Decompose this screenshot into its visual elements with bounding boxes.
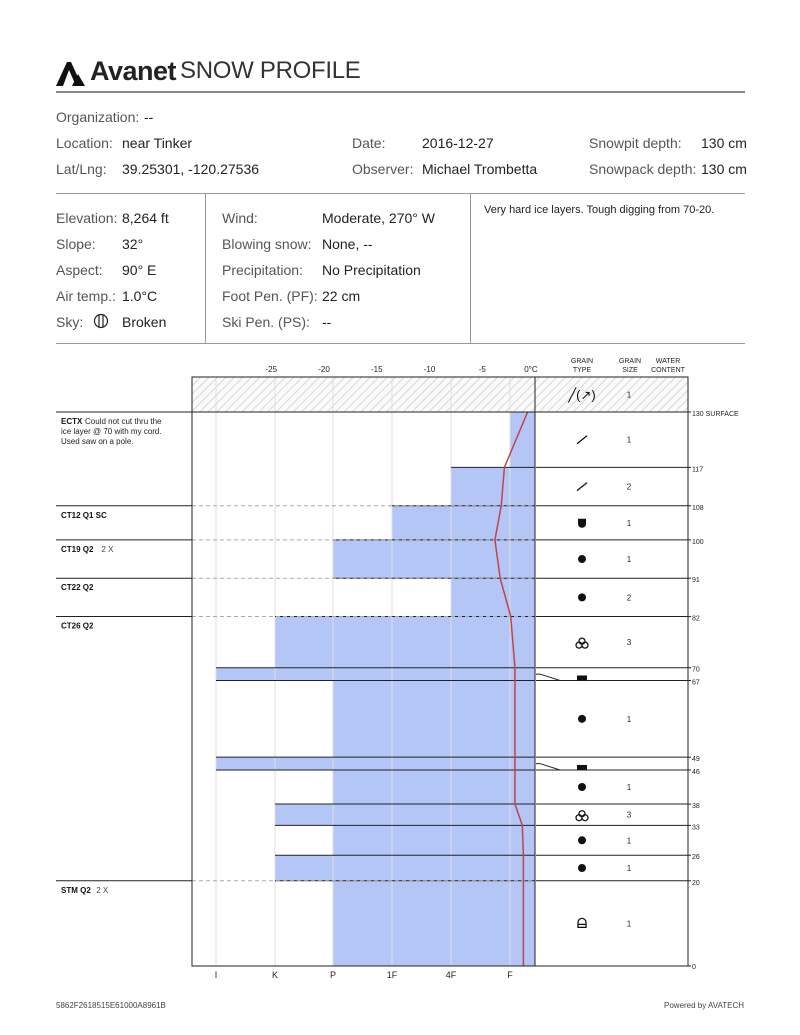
hardness-tick-label: K: [271, 970, 279, 980]
depth-label: 49: [692, 756, 700, 764]
hardness-bar: [510, 412, 535, 467]
avanet-logo-icon: [56, 60, 86, 86]
ice-formation-icon: [577, 675, 587, 680]
latlng-value: 39.25301, -120.27536: [122, 161, 260, 177]
test-note: 2 X: [101, 544, 114, 554]
hardness-bar: [275, 804, 535, 825]
profile-id: 5862F2618515E61000A8961B: [56, 1001, 166, 1010]
snowpit-depth-label: Snowpit depth:: [589, 135, 682, 151]
header-rule: [56, 91, 745, 93]
slope-label: Slope:: [56, 236, 96, 252]
depth-label: 82: [692, 615, 700, 623]
foot-pen-label: Foot Pen. (PF):: [222, 288, 318, 304]
hardness-tick-label: F: [507, 970, 513, 980]
depth-label: 46: [692, 768, 700, 776]
snowpit-depth-value: 130 cm: [701, 135, 747, 151]
precipitation-particles-icon: [577, 436, 587, 444]
hardness-bar: [333, 540, 535, 578]
ice-layer-connector: [536, 764, 688, 770]
observer-value: Michael Trombetta: [422, 161, 538, 177]
grain-size-label: 1: [626, 836, 632, 846]
depth-label: 38: [692, 803, 700, 811]
melt-forms-icon: [576, 638, 588, 648]
surface-hatch: [192, 377, 688, 412]
test-code: CT26 Q2: [61, 621, 94, 631]
depth-label: 26: [692, 854, 700, 862]
hardness-tick-label: 4F: [445, 970, 457, 980]
hardness-bar: [392, 506, 535, 540]
hardness-bar: [216, 668, 535, 681]
profile-notes: Very hard ice layers. Tough digging from 70-20.: [484, 204, 715, 216]
hardness-bar: [216, 757, 535, 770]
depth-label: 67: [692, 679, 700, 687]
info-divider: [56, 193, 745, 194]
depth-hoar-icon: [578, 918, 586, 927]
grain-size-label: 2: [626, 482, 632, 492]
grain-size-label: 2: [626, 593, 632, 603]
test-code: CT12 Q1 SC: [61, 510, 107, 520]
conditions-divider-right: [470, 194, 471, 343]
grain-size-label: 3: [626, 810, 632, 820]
ice-formation-icon: [577, 765, 587, 770]
elevation-label: Elevation:: [56, 210, 118, 226]
depth-label: 0: [692, 964, 696, 971]
test-note: Could not cut thru the: [85, 417, 162, 426]
grain-size-label: 1: [626, 518, 632, 528]
test-code: CT22 Q2: [61, 583, 94, 593]
powered-by: Powered by AVATECH: [664, 1001, 745, 1010]
temp-tick-label: -10: [423, 365, 436, 374]
depth-label: 20: [692, 879, 700, 887]
rounded-grains-icon: [578, 555, 586, 563]
wind-value: Moderate, 270° W: [322, 210, 435, 226]
hardness-tick-label: P: [329, 970, 337, 980]
blowing-snow-value: None, --: [322, 236, 373, 252]
column-header: CONTENT: [651, 367, 685, 374]
depth-label: 130 SURFACE: [692, 411, 739, 418]
grain-size-label: 1: [626, 555, 632, 565]
snow-profile-chart: [0, 344, 800, 994]
wind-label: Wind:: [222, 210, 258, 226]
conditions-divider-left: [205, 194, 206, 343]
rounded-grains-icon: [578, 864, 586, 872]
surface-grain-symbol: ╱(↗): [568, 387, 596, 403]
ski-pen-label: Ski Pen. (PS):: [222, 314, 310, 330]
faceted-rounded-icon: [578, 519, 586, 528]
airtemp-value: 1.0°C: [122, 288, 158, 304]
grain-size-label: 3: [626, 638, 632, 648]
test-note: ice layer @ 70 with my cord.: [61, 427, 162, 436]
snowpack-depth-label: Snowpack depth:: [589, 161, 697, 177]
grain-size-label: 1: [626, 919, 632, 929]
grain-size-label: 1: [626, 863, 632, 873]
temp-tick-label: -5: [478, 365, 486, 374]
temp-tick-label: -20: [318, 365, 330, 374]
hardness-bar: [451, 467, 535, 505]
hardness-bar: [451, 578, 535, 616]
column-header: TYPE: [572, 367, 592, 374]
hardness-bar: [333, 881, 535, 966]
observer-label: Observer:: [352, 161, 414, 177]
sky-label: Sky:: [56, 314, 84, 330]
column-header: WATER: [655, 358, 681, 365]
test-code: STM Q2: [61, 885, 91, 895]
elevation-value: 8,264 ft: [122, 210, 169, 226]
temp-tick-label: -25: [265, 365, 278, 374]
brand-name: Avanet: [90, 56, 177, 86]
blowing-snow-label: Blowing snow:: [222, 236, 312, 252]
surface-grain-size: 1: [626, 390, 632, 400]
test-code: ECTX: [61, 417, 83, 426]
ski-pen-value: --: [322, 314, 332, 330]
slope-value: 32°: [122, 236, 144, 252]
depth-label: 33: [692, 824, 700, 832]
depth-label: 100: [692, 538, 704, 546]
grain-size-label: 1: [626, 435, 632, 445]
foot-pen-value: 22 cm: [322, 288, 361, 304]
airtemp-label: Air temp.:: [56, 288, 116, 304]
page-title: SNOW PROFILE: [180, 57, 361, 84]
hardness-bar: [333, 680, 535, 757]
sky-value: Broken: [122, 314, 167, 330]
rounded-grains-icon: [578, 783, 586, 791]
location-label: Location:: [56, 135, 113, 151]
hardness-tick-label: I: [214, 970, 218, 980]
test-note: Used saw on a pole.: [61, 437, 134, 446]
aspect-value: 90° E: [122, 262, 157, 278]
date-label: Date:: [352, 135, 386, 151]
precipitation-particles-icon: [577, 483, 587, 491]
hardness-bar: [275, 855, 535, 881]
depth-label: 117: [692, 466, 704, 474]
rounded-grains-icon: [578, 836, 586, 844]
hardness-tick-label: 1F: [386, 970, 398, 980]
latlng-label: Lat/Lng:: [56, 161, 107, 177]
hardness-bar: [275, 617, 535, 668]
snowpack-depth-value: 130 cm: [701, 161, 747, 177]
rounded-grains-icon: [578, 593, 586, 601]
column-header: GRAIN: [570, 358, 594, 365]
organization-value: --: [144, 109, 154, 125]
hardness-bar: [333, 825, 535, 855]
precipitation-label: Precipitation:: [222, 262, 303, 278]
temp-zero-label: 0°C: [524, 365, 538, 374]
date-value: 2016-12-27: [422, 135, 494, 151]
location-value: near Tinker: [122, 135, 193, 151]
test-note: 2 X: [96, 885, 109, 895]
organization-label: Organization:: [56, 109, 140, 125]
depth-label: 108: [692, 504, 704, 512]
brand-logo: [56, 56, 360, 86]
depth-label: 70: [692, 666, 700, 674]
melt-forms-icon: [576, 811, 588, 821]
test-code: CT19 Q2: [61, 544, 94, 554]
grain-size-label: 1: [626, 714, 632, 724]
depth-label: 91: [692, 577, 700, 585]
precipitation-value: No Precipitation: [322, 262, 421, 278]
broken-sky-icon: [93, 313, 109, 329]
rounded-grains-icon: [578, 715, 586, 723]
column-header: SIZE: [622, 367, 638, 374]
temp-tick-label: -15: [370, 365, 383, 374]
hardness-bar: [333, 770, 535, 804]
aspect-label: Aspect:: [56, 262, 103, 278]
ice-layer-connector: [536, 674, 688, 680]
grain-size-label: 1: [626, 783, 632, 793]
column-header: GRAIN: [618, 358, 642, 365]
